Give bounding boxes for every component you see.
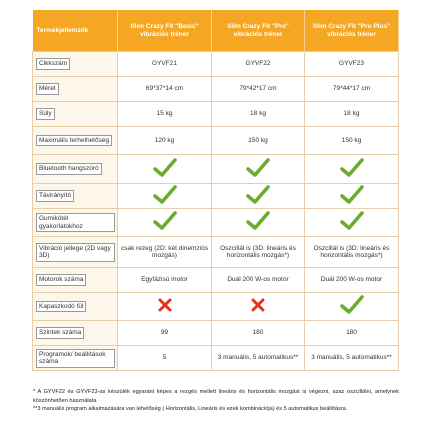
row-label-text: Maximális terhelhetőség [36,135,112,147]
value-cell: 180 [305,321,399,346]
value-cell: 18 kg [305,102,399,127]
table-body [33,52,399,371]
row-label [33,237,118,268]
value-cell: 5 [118,346,212,371]
check-icon [340,158,364,181]
value-cell [118,209,212,237]
row-label-text: Programok/ beállítások száma [36,349,115,368]
row-label [33,102,118,127]
feature-header: Termékjellemzők [33,10,118,52]
value-cell [305,155,399,184]
check-icon [246,211,270,234]
value-cell: Duál 200 W-os motor [212,268,305,293]
row-label-text: Kapaszkodó fül [36,301,86,313]
value-cell [212,209,305,237]
value-cell: 15 kg [118,102,212,127]
product-header-basic: Slim Crazy Fit "Basic" vibrációs tréner [118,10,212,52]
table-row [33,293,399,321]
row-label-text: Motorok száma [36,274,86,286]
value-cell: 79*44*17 cm [305,77,399,102]
table-row [33,184,399,209]
value-cell: Oszcillál is (3D: lineáris és horizontális mozgás*) [305,237,399,268]
check-icon [153,185,177,208]
table-row [33,155,399,184]
row-label [33,77,118,102]
footnote-2: **3 manuális program alkalmazására van lehetőség ( Horizontális, Lineáris és ezek kombinációja) és 5 automatikus beállításra. [33,406,348,413]
row-label-text: Méret [36,83,59,95]
row-label-text: Szintek száma [36,327,84,339]
row-label-text: Távirányító [36,190,74,202]
product-header-pro: Slim Crazy Fit "Pro" vibrációs tréner [212,10,305,52]
product-header-pro-plus: Slim Crazy Fit "Pro Plus" vibrációs tréner [305,10,399,52]
value-cell [305,293,399,321]
row-label-text: Bluetooth hangszóró [36,163,102,175]
value-cell: 180 [212,321,305,346]
row-label [33,184,118,209]
comparison-table [32,10,399,371]
row-label-text: Vibráció jellege (2D vagy 3D) [36,243,115,262]
check-icon [246,185,270,208]
table-row [33,102,399,127]
table-row [33,209,399,237]
value-cell: 99 [118,321,212,346]
table-row [33,237,399,268]
footnote-1: * A GYVF22 és GYVF23-as készülék egyaránt képes a rezgés mellett lineáris és horizontális mozgást is végezni, azaz oszcillálni, amelynek köszönhetően használata [33,389,399,404]
row-label [33,155,118,184]
value-cell: GYVF22 [212,52,305,77]
header-row [33,10,399,52]
value-cell [118,184,212,209]
value-cell: 79*42*17 cm [212,77,305,102]
row-label [33,127,118,155]
row-label [33,293,118,321]
table-row [33,77,399,102]
row-label [33,209,118,237]
footnotes [33,388,399,414]
value-cell: 150 kg [305,127,399,155]
value-cell [212,184,305,209]
x-icon [158,298,172,315]
row-label [33,52,118,77]
row-label-text: Gumikötél gyakorlatokhoz [36,213,115,232]
value-cell: Egyfázisú motor [118,268,212,293]
check-icon [246,158,270,181]
value-cell: 3 manuális, 5 automatikus** [212,346,305,371]
value-cell: GYVF23 [305,52,399,77]
row-label [33,268,118,293]
table-row [33,321,399,346]
check-icon [340,211,364,234]
table-row [33,52,399,77]
check-icon [153,211,177,234]
x-icon [251,298,265,315]
row-label-text: Súly [36,108,55,120]
value-cell: 120 kg [118,127,212,155]
value-cell: 150 kg [212,127,305,155]
value-cell [118,293,212,321]
table-row [33,268,399,293]
value-cell [212,155,305,184]
check-icon [340,295,364,318]
value-cell: 69*37*14 cm [118,77,212,102]
check-icon [340,185,364,208]
value-cell: GYVF21 [118,52,212,77]
value-cell [305,209,399,237]
table-row [33,127,399,155]
value-cell [212,293,305,321]
value-cell: 3 manuális, 5 automatikus** [305,346,399,371]
value-cell: Duál 200 W-os motor [305,268,399,293]
row-label [33,346,118,371]
value-cell: Oszcillál is (3D: lineáris és horizontális mozgás*) [212,237,305,268]
value-cell: csak rezeg (2D: két dinemziós mozgás) [118,237,212,268]
row-label-text: Cikkszám [36,58,70,70]
table-row [33,346,399,371]
value-cell [118,155,212,184]
row-label [33,321,118,346]
check-icon [153,158,177,181]
value-cell [305,184,399,209]
value-cell: 18 kg [212,102,305,127]
